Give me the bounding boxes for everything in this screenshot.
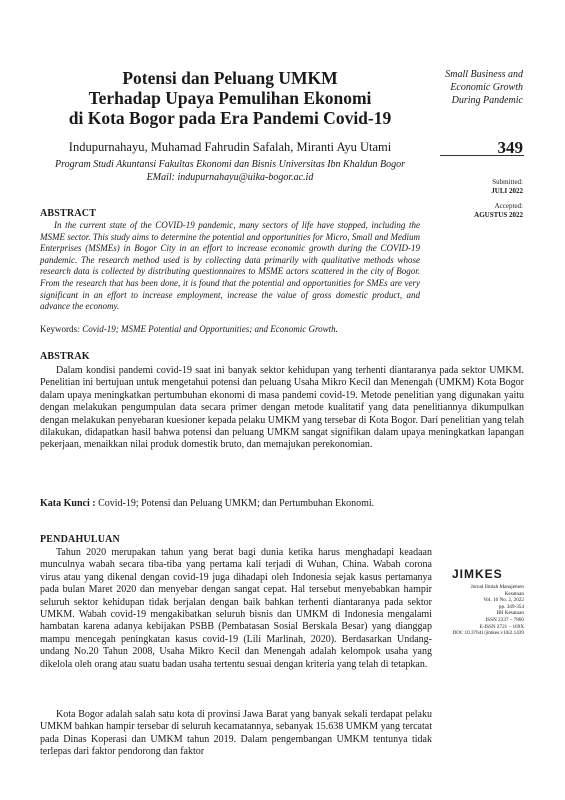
accepted-block [433,202,523,220]
submitted-date: JULI 2022 [491,187,523,195]
journal-info-line: IBI Kesatuan [496,610,524,617]
journal-info-line: ISSN 2337 – 7860 [485,616,524,623]
journal-info-line: E-ISSN 2721 – 169X [479,623,524,630]
journal-info-line: Kesatuan [504,590,524,597]
title-line-2: Terhadap Upaya Pemulihan Ekonomi [88,88,372,108]
abstrak-text: Dalam kondisi pandemi covid-19 saat ini banyak sektor kehidupan yang terhenti diantaranya pada sektor UMKM. Penelitian ini bertujuan untuk mengetahui potensi dan peluang Usaha Mikro Kecil dan Menengah (UMKM) Kota Bogor dalam upaya meningkatkan pertumbuhan ekonomi di masa pandemi covid-19. Metode penelitian yang digunakan yaitu dengan melakukan pengumpulan data secara primer dengan metode kualitatif yang data penelitiannya dikumpulkan dengan melakukan penyebaran kuesioner kepada pelaku UMKM yang tersebar di Kota Bogor. Dari penelitian yang telah dilakukan, didapatkan hasil bahwa potensi dan peluang UMKM sangat signifikan dalam upaya meningkatkan lapangan pekerjaan, menaikkan nilai produk domestik bruto, dan memajukan perekonomian. [40,365,524,451]
authors: Indupurnahayu, Muhamad Fahrudin Safalah, Miranti Ayu Utami [68,140,392,154]
submitted-block [433,178,523,196]
keywords-text: : Covid-19; MSME Potential and Opportunities; and Economic Growth. [77,324,338,334]
keywords-label: Keywords [40,324,77,334]
keywords [40,324,420,334]
side-line-2: Economic Growth [450,82,523,93]
pendahuluan-paragraph-1: Tahun 2020 merupakan tahun yang berat bagi dunia ketika harus menghadapi keadaan munculnya wabah secara tiba-tiba yang pertama kali terjadi di Wuhan, China. Wabah corona virus atau yang dikenal dengan covid-19 juga dihadapi oleh Indonesia sejak kasus pertamanya pada bulan Maret 2020 dan menyebar dengan sangat cepat. Hal tersebut menyebabkan hampir seluruh sektor kehidupan tidak berjalan dengan baik bahkan terhenti diantaranya pada sektor UMKM. Wabah covid-19 mengakibatkan seluruh bisnis dan UMKM di Indonesia mengalami hambatan karena adanya kebijakan PSBB (Pembatasan Sosial Berskala Besar) yang dianggap mampu mencegah peningkatan kasus covid-19 (Lili Marlinah, 2020). Berdasarkan Undang-undang No.20 Tahun 2008, Usaha Mikro Kecil dan Menengah adalah kelompok usaha yang dikelola oleh orang atau suatu badan usaha tertentu sesuai dengan kriteria yang telah di tetapkan. [40,547,432,670]
affiliation: Program Studi Akuntansi Fakultas Ekonomi dan Bisnis Universitas Ibn Khaldun Bogor [55,159,405,170]
paper-title [40,68,420,128]
accepted-date: AGUSTUS 2022 [474,211,523,219]
journal-info [440,584,524,637]
email: EMail: indupurnahayu@uika-bogor.ac.id [146,172,314,183]
abstract-heading: ABSTRACT [40,208,97,219]
kunci-label: Kata Kunci : [40,498,96,509]
journal-info-line: pp. 349-354 [498,603,524,610]
pendahuluan-heading: PENDAHULUAN [40,534,120,545]
accepted-label: Accepted: [494,202,523,210]
kata-kunci [40,498,524,509]
side-line-1: Small Business and [445,69,523,80]
jimkes-logo: JIMKES [452,567,503,581]
abstract-text: In the current state of the COVID-19 pandemic, many sectors of life have stopped, including the MSME sector. This study aims to determine the potential and opportunities for Micro, Small and Medium Enterprises (MSMEs) in Bogor City in an effort to increase economic growth during the COVID-19 pandemic. The research method used is by collecting data primarily with qualitative methods whose research data is collected by distributing questionnaires to MSME actors scattered in the city of Bogor. From the research that has been done, it is found that the potential and opportunities for SMEs are very significant in an effort to increase employment, increase the value of gross domestic product, and advance the economy. [40,220,420,312]
journal-info-line: Vol. 10 No. 2, 2022 [483,597,524,604]
journal-info-line: DOI: 10.37641/jimkes.v10i2.1439 [452,630,524,637]
page-number-rule [440,155,524,156]
side-line-3: During Pandemic [451,95,523,106]
page-number: 349 [497,138,523,157]
kunci-text: Covid-19; Potensi dan Peluang UMKM; dan Pertumbuhan Ekonomi. [95,498,375,509]
title-line-1: Potensi dan Peluang UMKM [122,68,338,88]
affiliation-block [40,158,420,184]
abstrak-heading: ABSTRAK [40,351,90,362]
title-line-3: di Kota Bogor pada Era Pandemi Covid-19 [68,108,392,128]
journal-info-line: Jurnal Ilmiah Manajemen [470,584,524,590]
submitted-label: Submitted: [492,178,523,186]
side-topic [403,68,523,107]
pendahuluan-paragraph-2: Kota Bogor adalah salah satu kota di provinsi Jawa Barat yang banyak sekali terdapat pelaku UMKM bahkan hampir tersebar di seluruh kecamatannya, sebanyak 15.638 UMKM yang tercatat pada Dinas Koperasi dan UMKM tahun 2019. Dalam pengembangan UMKM tentunya tidak terlepas dari faktor pendorong dan faktor [40,709,432,758]
